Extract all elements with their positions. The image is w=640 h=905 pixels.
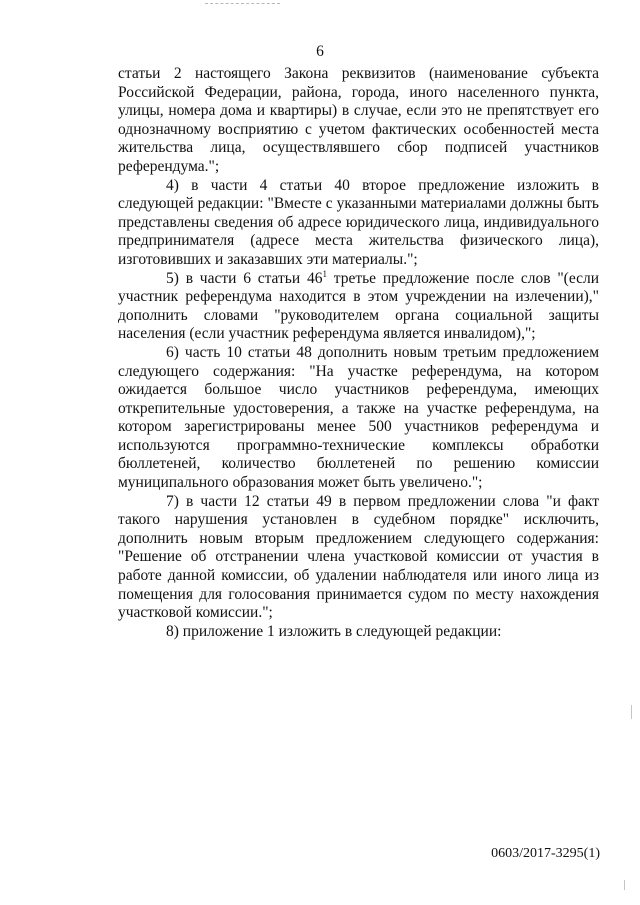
- paragraph-item-5: [118, 270, 599, 344]
- paragraph-item-6: 6) часть 10 статьи 48 дополнить новым третьим предложением следующего содержания: "На участке референдума, на котором ожидается большое число участников референдума, имеющих открепительные удостоверения, а также на участке референдума, на котором зарегистрированы менее 500 участников референдума и используются программно-технические комплексы обработки бюллетеней, количество бюллетеней по решению комиссии муниципального образования может быть увеличено.";: [118, 343, 599, 492]
- scan-edge-mark: [631, 705, 632, 719]
- document-body: [118, 65, 599, 641]
- paragraph-item-8: 8) приложение 1 изложить в следующей редакции:: [166, 622, 502, 640]
- article-superscript: 1: [322, 268, 327, 279]
- scan-artifact-line: [205, 3, 280, 4]
- paragraph-item-5-start: 5) в части 6 статьи 46: [166, 269, 323, 287]
- paragraph-item-5-rest: третье предложение после слов "(если участник референдума находится в этом учреждении на излечении)," дополнить словами "руководителем органа социальной защиты населения (если участник референдума является инвалидом),";: [118, 269, 599, 343]
- paragraph-item-7: 7) в части 12 статьи 49 в первом предложении слова "и факт такого нарушения установлен в судебном порядке" исключить, дополнить новым вторым предложением следующего содержания: "Решение об отстранении члена участковой комиссии от участия в работе данной комиссии, об удалении наблюдателя или иного лица из помещения для голосования принимается судом по месту нахождения участковой комиссии.";: [118, 492, 599, 622]
- paragraph-continuation: статьи 2 настоящего Закона реквизитов (наименование субъекта Российской Федерации, района, города, иного населенного пункта, улицы, номера дома и квартиры) в случае, если это не препятствует его однозначному восприятию с учетом фактических особенностей места жительства лица, осуществлявшего сбор подписей участников референдума.";: [118, 65, 599, 175]
- page-number: 6: [316, 43, 324, 60]
- paragraph-item-4: 4) в части 4 статьи 40 второе предложение изложить в следующей редакции: "Вместе с указанными материалами должны быть представлены сведения об адресе юридического лица, индивидуального предпринимателя (адресе места жительства физического лица), изготовивших и заказавших эти материалы.";: [118, 176, 599, 268]
- document-code: 0603/2017-3295(1): [491, 846, 600, 861]
- scan-edge-mark: [624, 880, 625, 890]
